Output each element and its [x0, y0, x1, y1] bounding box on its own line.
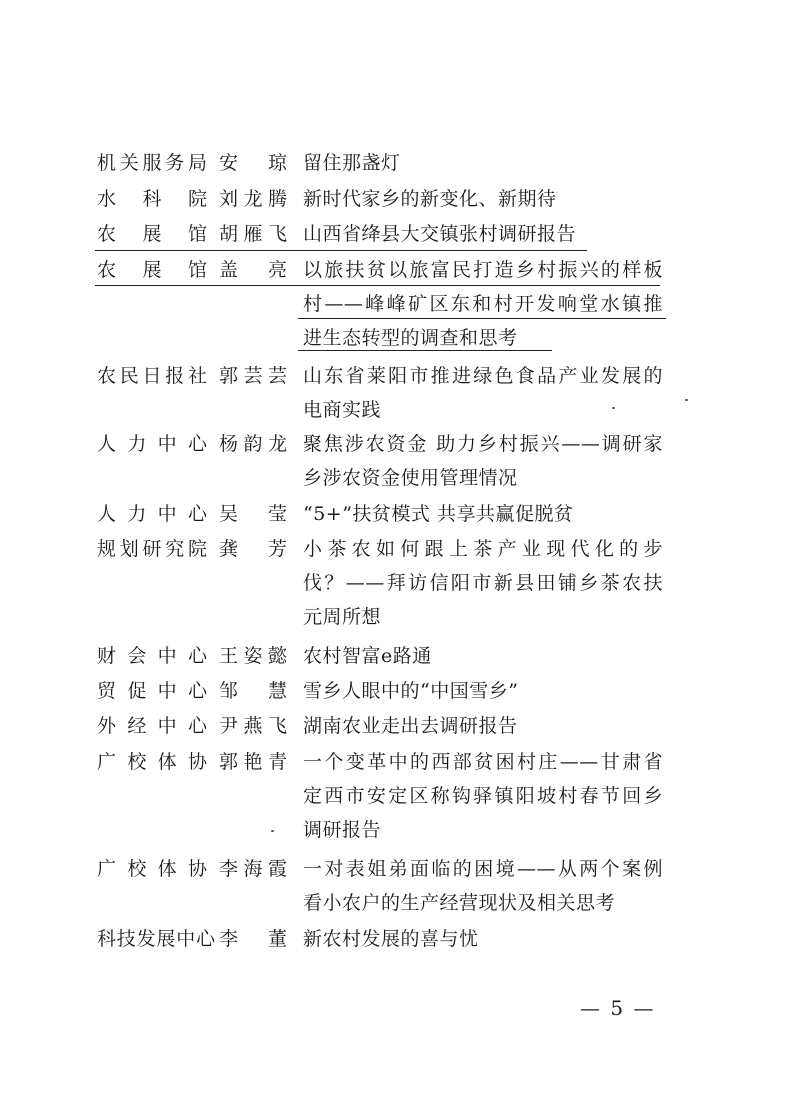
entry-title	[303, 427, 663, 495]
entry-author: 杨 韵 龙	[219, 433, 287, 455]
entry-title	[303, 674, 663, 708]
entry-title	[303, 852, 663, 920]
list-item	[0, 674, 800, 708]
underline-mark	[298, 318, 666, 319]
entry-author: 安 琼	[219, 152, 287, 174]
entry-unit: 外 经 中 心	[97, 715, 207, 737]
list-item	[0, 427, 800, 489]
entry-title-line: 聚焦涉农资金 助力乡村振兴——调研家	[303, 433, 663, 455]
entry-author: 郭 艳 青	[219, 751, 287, 773]
entry-author: 盖 亮	[219, 259, 287, 281]
entry-title-line: 小茶农如何跟上茶产业现代化的步	[303, 538, 663, 560]
entry-title	[303, 253, 663, 355]
entry-title-line: 一对表姐弟面临的困境——从两个案例	[303, 858, 663, 880]
entry-unit: 人 力 中 心	[97, 503, 207, 525]
entry-title	[303, 182, 663, 216]
entry-title-line: 雪乡人眼中的“中国雪乡”	[303, 680, 519, 702]
entry-unit: 科 技 发 展 中 心	[97, 928, 215, 950]
list-item	[0, 852, 800, 914]
entry-title-line: 伐？——拜访信阳市新县田铺乡茶农扶	[303, 572, 663, 594]
entry-unit: 农 展 馆	[97, 259, 207, 281]
entry-title	[303, 532, 663, 634]
entry-title	[303, 639, 663, 673]
entry-author: 胡 雁 飞	[219, 223, 287, 245]
list-item	[0, 709, 800, 743]
entry-title-line: 乡涉农资金使用管理情况	[303, 467, 518, 489]
entry-title	[303, 217, 663, 251]
entry-title-line: 新时代家乡的新变化、新期待	[303, 188, 557, 210]
entry-title	[303, 745, 663, 847]
entry-title-line: 新农村发展的喜与忧	[303, 928, 479, 950]
list-item	[0, 182, 800, 216]
entry-unit: 财 会 中 心	[97, 645, 207, 667]
entry-author: 尹 燕 飞	[219, 715, 287, 737]
entry-unit: 广 校 体 协	[97, 858, 207, 880]
entry-title-line: 元周所想	[303, 606, 382, 628]
entry-title	[303, 922, 663, 956]
entry-unit: 机 关 服 务 局	[97, 152, 207, 174]
entry-unit: 规 划 研 究 院	[97, 538, 207, 560]
scan-speck	[685, 399, 688, 401]
entry-title-line: 定西市安定区称钩驿镇阳坡村春节回乡	[303, 785, 663, 807]
entry-title-line: 山西省绛县大交镇张村调研报告	[303, 223, 577, 245]
entry-author: 王 姿 懿	[219, 645, 287, 667]
entry-title-line: 湖南农业走出去调研报告	[303, 715, 518, 737]
list-item	[0, 253, 800, 349]
entry-unit: 农 民 日 报 社	[97, 365, 207, 387]
list-item	[0, 217, 800, 251]
entry-title-line: 调研报告	[303, 819, 382, 841]
entry-author: 龚 芳	[219, 538, 287, 560]
entry-author: 郭 芸 芸	[219, 365, 287, 387]
entry-title-line: “5+”扶贫模式 共享共赢促脱贫	[303, 503, 574, 525]
underline-mark	[95, 285, 660, 286]
list-item	[0, 639, 800, 673]
entry-unit: 水 科 院	[97, 188, 207, 210]
scan-speck	[271, 830, 274, 832]
entry-unit: 人 力 中 心	[97, 433, 207, 455]
entry-unit: 广 校 体 协	[97, 751, 207, 773]
list-item	[0, 532, 800, 628]
entry-author: 吴 莹	[219, 503, 287, 525]
entry-title-line: 进生态转型的调查和思考	[303, 327, 518, 349]
entry-author: 李 海 霞	[219, 858, 287, 880]
entry-author: 李 董	[219, 928, 287, 950]
entry-author: 邹 慧	[219, 680, 287, 702]
underline-mark	[298, 350, 552, 351]
entry-title-line: 一个变革中的西部贫困村庄——甘肃省	[303, 751, 663, 773]
underline-mark	[95, 250, 587, 251]
scan-speck	[612, 407, 615, 409]
list-item	[0, 359, 800, 421]
page-number: — 5 —	[580, 996, 656, 1020]
entry-title-line: 以旅扶贫以旅富民打造乡村振兴的样板	[303, 259, 663, 281]
entry-unit: 贸 促 中 心	[97, 680, 207, 702]
entry-title-line: 山东省莱阳市推进绿色食品产业发展的	[303, 365, 663, 387]
entry-title-line: 农村智富e路通	[303, 645, 432, 667]
list-item	[0, 922, 800, 956]
entry-title	[303, 359, 663, 427]
list-item	[0, 497, 800, 531]
entry-unit: 农 展 馆	[97, 223, 207, 245]
entry-author: 刘 龙 腾	[219, 188, 287, 210]
entry-title-line: 留住那盏灯	[303, 152, 401, 174]
entry-title-line: 看小农户的生产经营现状及相关思考	[303, 892, 616, 914]
entry-title-line: 电商实践	[303, 399, 382, 421]
list-item	[0, 745, 800, 841]
list-item	[0, 146, 800, 180]
entry-title	[303, 146, 663, 180]
entry-title	[303, 709, 663, 743]
entry-title	[303, 497, 663, 531]
entry-title-line: 村——峰峰矿区东和村开发响堂水镇推	[303, 293, 663, 315]
